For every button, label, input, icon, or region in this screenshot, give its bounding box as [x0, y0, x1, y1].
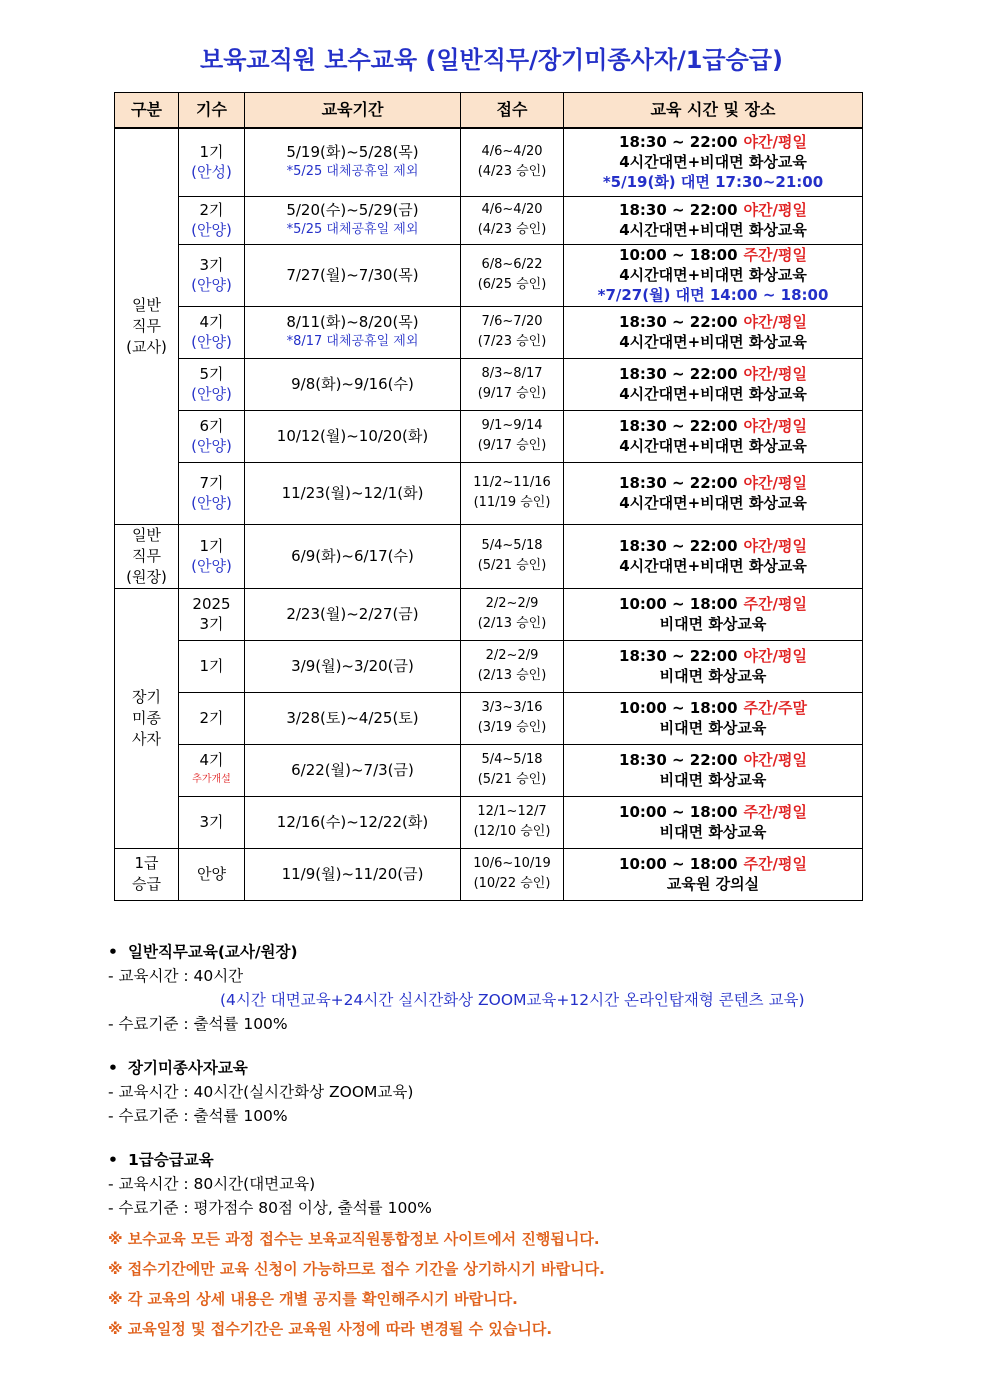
table-row [115, 692, 863, 744]
registration-cell [461, 588, 564, 640]
term-cell [179, 128, 245, 196]
period-dates: 5/20(수)~5/29(금) [286, 201, 419, 219]
term-label: 7기 [199, 474, 224, 492]
term-location: (안양) [191, 221, 232, 239]
table-row [115, 306, 863, 358]
term-location: (안양) [191, 276, 232, 294]
registration-cell [461, 462, 564, 524]
time-place-cell [564, 692, 863, 744]
table-row [115, 640, 863, 692]
bullet-icon: • [108, 1151, 118, 1169]
warnings-section [108, 1228, 605, 1348]
registration-dates: 4/6~4/20 [481, 202, 543, 217]
note-heading [108, 1148, 948, 1170]
term-location: (안양) [191, 494, 232, 512]
time-place-cell [564, 640, 863, 692]
registration-cell [461, 692, 564, 744]
time-range: 10:00 ~ 18:00 [619, 246, 738, 264]
notes-section [108, 928, 948, 1218]
schedule-table [114, 92, 863, 901]
time-line [564, 416, 862, 436]
place-label: 4시간대면+비대면 화상교육 [619, 494, 807, 512]
term-cell [179, 744, 245, 796]
time-line [564, 473, 862, 493]
time-line [564, 245, 862, 265]
registration-dates: 4/6~4/20 [481, 144, 543, 160]
period-dates: 8/11(화)~8/20(목) [286, 313, 419, 331]
time-type-tag: 야간/평일 [743, 647, 807, 665]
note-heading-text: 장기미종사자교육 [128, 1059, 248, 1077]
time-type-tag: 주간/평일 [743, 595, 807, 613]
note-line: - 수료기준 : 평가점수 80점 이상, 출석률 100% [108, 1199, 432, 1217]
registration-cell [461, 796, 564, 848]
time-type-tag: 주간/주말 [743, 699, 807, 717]
period-dates: 9/8(화)~9/16(수) [291, 375, 414, 393]
approval-date: (12/10 승인) [473, 824, 551, 839]
period-note: *8/17 대체공휴일 제외 [286, 334, 419, 349]
period-cell [245, 588, 461, 640]
registration-cell [461, 524, 564, 588]
time-place-cell [564, 588, 863, 640]
registration-dates: 8/3~8/17 [481, 366, 543, 381]
period-note: *5/25 대체공휴일 제외 [286, 164, 419, 180]
time-range: 18:30 ~ 22:00 [619, 537, 738, 555]
note-heading-text: 일반직무교육(교사/원장) [128, 943, 298, 961]
time-range: 10:00 ~ 18:00 [619, 803, 738, 821]
place-label: 교육원 강의실 [666, 875, 760, 893]
registration-cell [461, 306, 564, 358]
period-cell [245, 640, 461, 692]
time-range: 18:30 ~ 22:00 [619, 474, 738, 492]
time-place-cell [564, 244, 863, 306]
term-cell [179, 692, 245, 744]
time-type-tag: 야간/평일 [743, 417, 807, 435]
approval-date: (5/21 승인) [477, 558, 547, 573]
time-place-cell [564, 796, 863, 848]
table-row [115, 128, 863, 196]
time-type-tag: 야간/평일 [743, 365, 807, 383]
approval-date: (11/19 승인) [473, 495, 551, 510]
approval-date: (2/13 승인) [477, 668, 547, 683]
time-line [564, 312, 862, 332]
registration-dates: 2/2~2/9 [485, 596, 539, 611]
category-label: 1급 승급 [132, 854, 161, 893]
category-cell [115, 848, 179, 900]
period-dates: 12/16(수)~12/22(화) [276, 813, 429, 831]
approval-date: (2/13 승인) [477, 616, 547, 631]
place-label: 4시간대면+비대면 화상교육 [619, 333, 807, 351]
time-type-tag: 야간/평일 [743, 201, 807, 219]
registration-dates: 11/2~11/16 [473, 475, 551, 490]
place-label: 비대면 화상교육 [659, 615, 767, 633]
term-label: 1기 [199, 143, 224, 162]
warning-line: ※ 접수기간에만 교육 신청이 가능하므로 접수 기간을 상기하시기 바랍니다. [108, 1260, 605, 1278]
term-location: (안양) [191, 557, 232, 575]
period-dates: 2/23(월)~2/27(금) [286, 605, 419, 623]
time-line [564, 364, 862, 384]
term-cell [179, 524, 245, 588]
table-row [115, 524, 863, 588]
time-place-cell [564, 196, 863, 244]
table-row [115, 244, 863, 306]
registration-dates: 2/2~2/9 [485, 648, 539, 663]
period-dates: 3/9(월)~3/20(금) [291, 657, 414, 675]
period-cell [245, 744, 461, 796]
time-place-cell [564, 744, 863, 796]
term-label: 2기 [199, 201, 224, 219]
place-label: 비대면 화상교육 [659, 719, 767, 737]
registration-cell [461, 358, 564, 410]
period-cell [245, 462, 461, 524]
time-type-tag: 주간/평일 [743, 803, 807, 821]
header-term: 기수 [179, 93, 245, 129]
term-location: (안양) [191, 385, 232, 403]
approval-date: (3/19 승인) [477, 720, 547, 735]
term-cell [179, 462, 245, 524]
time-place-cell [564, 462, 863, 524]
time-line [564, 646, 862, 666]
term-location: (안성) [191, 163, 232, 182]
registration-dates: 12/1~12/7 [477, 804, 547, 819]
time-line [564, 200, 862, 220]
term-label: 1기 [199, 657, 224, 675]
note-line: (4시간 대면교육+24시간 실시간화상 ZOOM교육+12시간 온라인탑재형 콘텐츠 교육) [220, 991, 805, 1009]
term-label: 3기 [199, 256, 224, 274]
approval-date: (6/25 승인) [477, 277, 547, 292]
term-label: 3기 [199, 813, 224, 831]
time-place-cell [564, 128, 863, 196]
time-line [564, 750, 862, 770]
time-place-cell [564, 848, 863, 900]
table-row [115, 462, 863, 524]
approval-date: (4/23 승인) [477, 222, 547, 237]
approval-date: (10/22 승인) [473, 876, 551, 891]
term-cell [179, 588, 245, 640]
registration-dates: 7/6~7/20 [481, 314, 543, 329]
registration-dates: 9/1~9/14 [481, 418, 543, 433]
time-type-tag: 주간/평일 [743, 855, 807, 873]
header-time-place: 교육 시간 및 장소 [564, 93, 863, 129]
registration-cell [461, 848, 564, 900]
category-cell [115, 588, 179, 848]
period-cell [245, 128, 461, 196]
period-cell [245, 358, 461, 410]
term-location: (안양) [191, 333, 232, 351]
registration-dates: 5/4~5/18 [481, 752, 543, 767]
time-range: 10:00 ~ 18:00 [619, 855, 738, 873]
category-cell [115, 128, 179, 524]
note-line: - 수료기준 : 출석률 100% [108, 1015, 288, 1033]
note-line: - 교육시간 : 80시간(대면교육) [108, 1175, 316, 1193]
time-line [564, 594, 862, 614]
term-cell [179, 306, 245, 358]
table-row [115, 196, 863, 244]
time-range: 18:30 ~ 22:00 [619, 751, 738, 769]
term-cell [179, 640, 245, 692]
term-cell [179, 848, 245, 900]
period-cell [245, 848, 461, 900]
term-label: 5기 [199, 365, 224, 383]
page-title: 보육교직원 보수교육 (일반직무/장기미종사자/1급승급) [200, 46, 783, 74]
period-dates: 7/27(월)~7/30(목) [286, 266, 419, 284]
note-heading [108, 940, 948, 962]
registration-cell [461, 640, 564, 692]
period-dates: 10/12(월)~10/20(화) [276, 427, 429, 445]
table-row [115, 848, 863, 900]
time-line [564, 854, 862, 874]
term-location: (안양) [191, 437, 232, 455]
period-cell [245, 692, 461, 744]
approval-date: (5/21 승인) [477, 772, 547, 787]
time-type-tag: 주간/평일 [743, 246, 807, 264]
registration-dates: 6/8~6/22 [481, 257, 543, 272]
time-range: 18:30 ~ 22:00 [619, 201, 738, 219]
period-cell [245, 306, 461, 358]
time-place-cell [564, 358, 863, 410]
period-cell [245, 524, 461, 588]
header-period: 교육기간 [245, 93, 461, 129]
time-range: 18:30 ~ 22:00 [619, 647, 738, 665]
time-range: 18:30 ~ 22:00 [619, 365, 738, 383]
term-label: 4기 [199, 313, 224, 331]
time-range: 18:30 ~ 22:00 [619, 313, 738, 331]
period-dates: 6/22(월)~7/3(금) [291, 761, 414, 779]
time-line [564, 132, 862, 152]
term-cell [179, 196, 245, 244]
warning-line: ※ 보수교육 모든 과정 접수는 보육교직원통합정보 사이트에서 진행됩니다. [108, 1230, 600, 1248]
category-label: 일반 직무 (원장) [126, 525, 167, 586]
time-range: 10:00 ~ 18:00 [619, 699, 738, 717]
approval-date: (9/17 승인) [477, 438, 547, 453]
approval-date: (4/23 승인) [477, 164, 547, 180]
registration-cell [461, 244, 564, 306]
time-line [564, 802, 862, 822]
place-label: 4시간대면+비대면 화상교육 [619, 153, 807, 172]
place-label: 4시간대면+비대면 화상교육 [619, 557, 807, 575]
bullet-icon: • [108, 943, 118, 961]
time-line [564, 698, 862, 718]
time-range: 18:30 ~ 22:00 [619, 417, 738, 435]
table-row [115, 358, 863, 410]
period-note: *5/25 대체공휴일 제외 [286, 222, 419, 237]
term-cell [179, 410, 245, 462]
place-label: 비대면 화상교육 [659, 667, 767, 685]
category-label: 장기 미종 사자 [132, 687, 161, 748]
registration-cell [461, 196, 564, 244]
note-heading [108, 1056, 948, 1078]
term-label: 4기 [199, 751, 224, 769]
place-note: *5/19(화) 대면 17:30~21:00 [602, 173, 824, 192]
time-type-tag: 야간/평일 [743, 537, 807, 555]
table-row [115, 796, 863, 848]
place-label: 4시간대면+비대면 화상교육 [619, 437, 807, 455]
table-row [115, 588, 863, 640]
term-note: 추가개설 [192, 774, 231, 785]
period-dates: 3/28(토)~4/25(토) [286, 709, 419, 727]
period-dates: 11/23(월)~12/1(화) [281, 484, 424, 502]
time-type-tag: 야간/평일 [743, 313, 807, 331]
term-cell [179, 244, 245, 306]
note-line: - 교육시간 : 40시간 [108, 967, 244, 985]
registration-dates: 10/6~10/19 [473, 856, 551, 871]
time-line [564, 536, 862, 556]
period-cell [245, 196, 461, 244]
place-label: 비대면 화상교육 [659, 823, 767, 841]
period-cell [245, 410, 461, 462]
time-range: 18:30 ~ 22:00 [619, 133, 738, 152]
place-label: 비대면 화상교육 [659, 771, 767, 789]
period-cell [245, 796, 461, 848]
approval-date: (9/17 승인) [477, 386, 547, 401]
note-line: - 수료기준 : 출석률 100% [108, 1107, 288, 1125]
place-label: 4시간대면+비대면 화상교육 [619, 221, 807, 239]
note-heading-text: 1급승급교육 [128, 1151, 214, 1169]
period-dates: 11/9(월)~11/20(금) [281, 865, 424, 883]
approval-date: (7/23 승인) [477, 334, 547, 349]
term-label: 6기 [199, 417, 224, 435]
place-label: 4시간대면+비대면 화상교육 [619, 266, 807, 284]
period-dates: 6/9(화)~6/17(수) [291, 547, 414, 565]
period-cell [245, 244, 461, 306]
term-cell [179, 796, 245, 848]
term-cell [179, 358, 245, 410]
registration-cell [461, 744, 564, 796]
category-label: 일반 직무 (교사) [126, 295, 167, 356]
time-place-cell [564, 524, 863, 588]
time-type-tag: 야간/평일 [743, 474, 807, 492]
period-dates: 5/19(화)~5/28(목) [286, 143, 419, 162]
term-label-2: 3기 [199, 615, 224, 633]
place-note: *7/27(월) 대면 14:00 ~ 18:00 [597, 286, 829, 304]
registration-dates: 3/3~3/16 [481, 700, 543, 715]
time-place-cell [564, 306, 863, 358]
table-row [115, 410, 863, 462]
registration-cell [461, 128, 564, 196]
time-type-tag: 야간/평일 [743, 751, 807, 769]
time-range: 10:00 ~ 18:00 [619, 595, 738, 613]
header-registration: 접수 [461, 93, 564, 129]
note-line: - 교육시간 : 40시간(실시간화상 ZOOM교육) [108, 1083, 414, 1101]
term-label: 1기 [199, 537, 224, 555]
time-place-cell [564, 410, 863, 462]
warning-line: ※ 각 교육의 상세 내용은 개별 공지를 확인해주시기 바랍니다. [108, 1290, 518, 1308]
term-label: 2025 [192, 595, 231, 613]
place-label: 4시간대면+비대면 화상교육 [619, 385, 807, 403]
term-label: 2기 [199, 709, 224, 727]
table-row [115, 744, 863, 796]
time-type-tag: 야간/평일 [743, 133, 807, 152]
term-label: 안양 [197, 865, 226, 883]
table-header-row [115, 93, 863, 129]
header-category: 구분 [115, 93, 179, 129]
warning-line: ※ 교육일정 및 접수기간은 교육원 사정에 따라 변경될 수 있습니다. [108, 1320, 553, 1338]
registration-cell [461, 410, 564, 462]
bullet-icon: • [108, 1059, 118, 1077]
category-cell [115, 524, 179, 588]
registration-dates: 5/4~5/18 [481, 538, 543, 553]
